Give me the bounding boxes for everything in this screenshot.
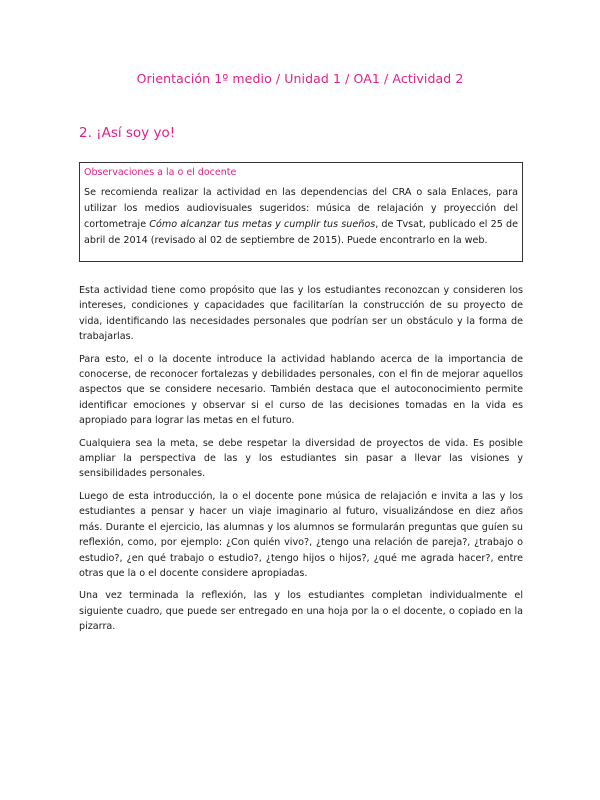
paragraph-purpose: Esta actividad tiene como propósito que las y los estudiantes reconozcan y consideren los intereses, condiciones y capacidades que facilitarían la construcción de su proyecto de vida, identificando las necesidades personales que podrían ser un obstáculo y la forma de trabajarlas. [79,285,523,343]
note-text-after: , de Tvsat, publicado el 25 de abril de 2014 (revisado al 02 de septiembre de 2015). Puede encontrarlo en la web. [84,218,518,246]
activity-description [79,283,523,642]
section-title: 2. ¡Así soy yo! [79,125,176,141]
paragraph-diversity: Cualquiera sea la meta, se debe respetar la diversidad de proyectos de vida. Es posible ampliar la perspectiva de las y los estudiantes sin pasar a llevar las visiones y sensibilidades personales. [79,437,523,480]
paragraph-introduction: Para esto, el o la docente introduce la actividad hablando acerca de la importancia de conocerse, de reconocer fortalezas y debilidades personales, con el fin de mejorar aquellos aspectos que se considere necesario. También destaca que el autoconocimiento permite identificar emociones y observar si el curso de las decisiones tomadas en la vida es apropiado para lograr las metas en el futuro. [79,353,523,427]
video-title: Cómo alcanzar tus metas y cumplir tus sueños [149,218,376,230]
teacher-notes-title: Observaciones a la o el docente [84,167,237,178]
note-text-before: Se recomienda realizar la actividad en las dependencias del CRA o sala Enlaces, para utilizar los medios audiovisuales sugeridos: música de relajación y proyección del cortometraje [84,187,518,230]
teacher-notes-box [79,162,523,262]
teacher-notes-text [84,185,518,249]
paragraph-reflection: Luego de esta introducción, la o el docente pone música de relajación e invita a las y los estudiantes a pensar y hacer un viaje imaginario al futuro, visualizándose en diez años más. Durante el ejercicio, las alumnas y los alumnos se formularán preguntas que guíen su reflexión, como, por ejemplo: ¿Con quién vivo?, ¿tengo una relación de pareja?, ¿trabajo o estudio?, ¿en qué trabajo o estudio?, ¿tengo hijos o hijos?, ¿qué me agrada hacer?, entre otras que la o el docente considere apropiadas. [79,490,523,579]
paragraph-worksheet: Una vez terminada la reflexión, las y los estudiantes completan individualmente el siguiente cuadro, que puede ser entregado en una hoja por la o el docente, o copiado en la pizarra. [79,590,523,633]
page-breadcrumb: Orientación 1º medio / Unidad 1 / OA1 / Actividad 2 [136,71,464,86]
